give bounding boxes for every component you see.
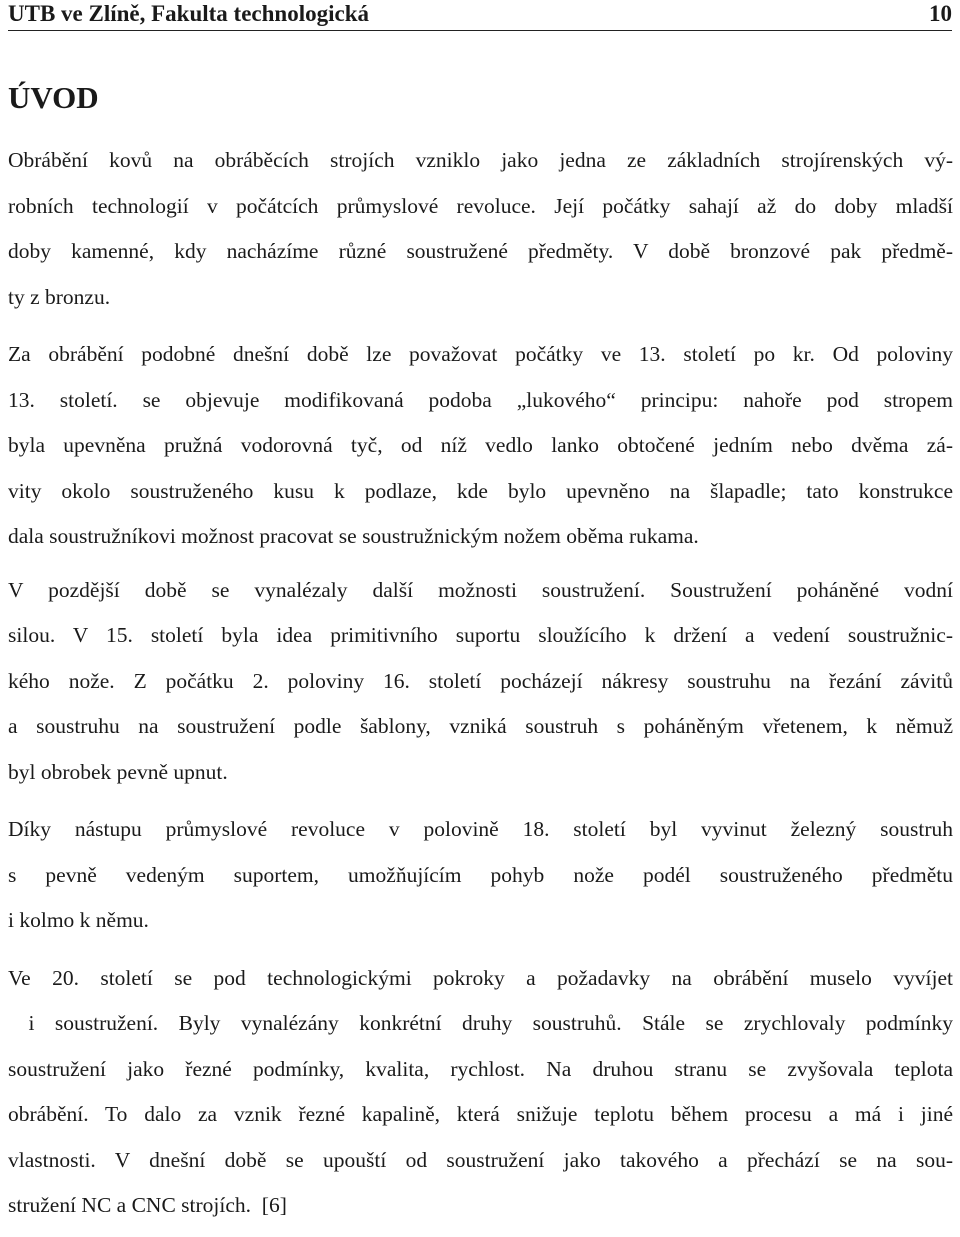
text-line: i kolmo k němu. [8, 908, 149, 932]
paragraph [8, 956, 953, 1229]
text-line: silou. V 15. století byla idea primitivního suportu sloužícího k držení a vedení soustružnic- [8, 623, 953, 647]
text-line: Obrábění kovů na obráběcích strojích vzniklo jako jedna ze základních strojírenských vý- [8, 148, 953, 172]
text-line: soustružení jako řezné podmínky, kvalita, rychlost. Na druhou stranu se zvyšovala teplota [8, 1056, 953, 1081]
paragraph [8, 332, 953, 560]
text-line: robních technologií v počátcích průmyslové revoluce. Její počátky sahají až do doby mladší [8, 193, 953, 218]
text-line: 13. století. se objevuje modifikovaná podoba „lukového“ principu: nahoře pod stropem [8, 387, 953, 412]
text-line: ty z bronzu. [8, 284, 111, 309]
section-body [8, 138, 953, 1229]
page-header [8, 0, 952, 31]
text-line: obrábění. To dalo za vznik řezné kapalině, která snižuje teplotu během procesu a má i jiné [8, 1102, 953, 1126]
paragraph [8, 568, 953, 796]
text-line: V pozdější době se vynalézaly další možnosti soustružení. Soustružení poháněné vodní [8, 577, 953, 602]
page-number: 10 [929, 1, 952, 26]
text-line: stružení NC a CNC strojích. [6] [8, 1193, 287, 1217]
text-line: dala soustružníkovi možnost pracovat se soustružnickým nožem oběma rukama. [8, 524, 699, 548]
paragraph [8, 807, 953, 944]
text-line: Ve 20. století se pod technologickými pokroky a požadavky na obrábění muselo vyvíjet [8, 965, 953, 990]
text-line: byla upevněna pružná vodorovná tyč, od níž vedlo lanko obtočené jedním nebo dvěma zá- [8, 433, 953, 457]
text-line: a soustruhu na soustružení podle šablony, vzniká soustruh s poháněným vřetenem, k němuž [8, 714, 953, 738]
section-heading: ÚVOD [8, 80, 99, 115]
text-line: doby kamenné, kdy nacházíme různé soustružené předměty. V době bronzové pak předmě- [8, 239, 953, 263]
text-line: vlastnosti. V dnešní době se upouští od soustružení jako takového a přechází se na sou- [8, 1147, 953, 1172]
text-line: Díky nástupu průmyslové revoluce v polovině 18. století byl vyvinut železný soustruh [8, 817, 953, 841]
text-line: i soustružení. Byly vynalézány konkrétní druhy soustruhů. Stále se zrychlovaly podmínky [8, 1011, 953, 1035]
text-line: Za obrábění podobné dnešní době lze považovat počátky ve 13. století po kr. Od poloviny [8, 342, 953, 366]
text-line: byl obrobek pevně upnut. [8, 759, 228, 784]
text-line: kého nože. Z počátku 2. poloviny 16. století pocházejí nákresy soustruhu na řezání závitů [8, 668, 953, 693]
paragraph [8, 138, 953, 320]
text-line: s pevně vedeným suportem, umožňujícím pohyb nože podél soustruženého předmětu [8, 862, 953, 887]
header-institution: UTB ve Zlíně, Fakulta technologická [8, 1, 369, 26]
text-line: vity okolo soustruženého kusu k podlaze, kde bylo upevněno na šlapadle; tato konstrukce [8, 478, 953, 503]
